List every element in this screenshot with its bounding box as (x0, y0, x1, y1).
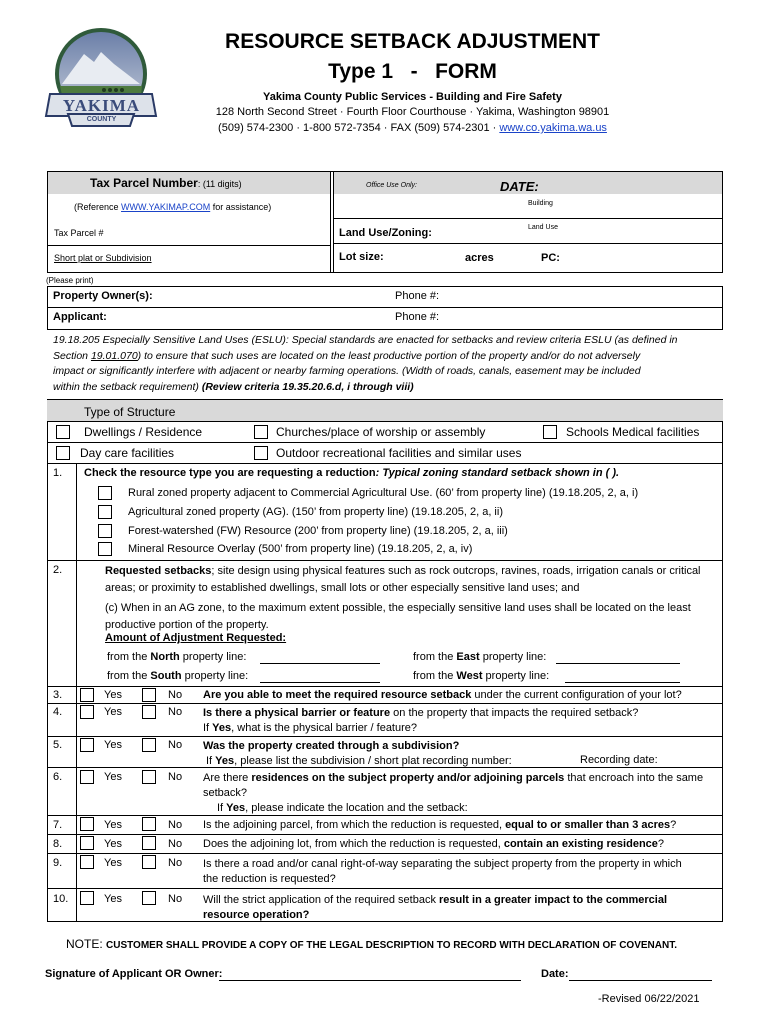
q2-text (105, 563, 721, 634)
q1-text (84, 467, 619, 479)
note-text: CUSTOMER SHALL PROVIDE A COPY OF THE LEGAL DESCRIPTION TO RECORD WITH DECLARATION OF COVENANT. (106, 940, 677, 951)
structure-title: Type of Structure (84, 405, 176, 419)
q8-yes-checkbox[interactable] (80, 836, 94, 850)
eslu-section-link[interactable]: 19.01.070 (90, 349, 138, 362)
dwellings-label: Dwellings / Residence (84, 425, 203, 439)
grid-line-q10 (47, 888, 723, 889)
acres-label: acres (465, 252, 494, 264)
q6-number: 6. (53, 771, 63, 783)
daycare-label: Day care facilities (80, 446, 175, 460)
q7-no-label: No (168, 819, 183, 831)
q9-no-label: No (168, 857, 183, 869)
grid-line-q4 (47, 703, 723, 704)
q6-text-c: that encroach into the same (564, 772, 704, 784)
south-input[interactable] (260, 682, 380, 683)
q1-option-1-checkbox[interactable] (98, 486, 112, 500)
q8-text-a: Does the adjoining lot, from which the reduction is requested, (203, 838, 504, 850)
parcel-reference (74, 202, 271, 212)
east-input[interactable] (556, 663, 680, 664)
q10-yes-checkbox[interactable] (80, 891, 94, 905)
q3-text (203, 689, 682, 701)
q2-number: 2. (53, 564, 63, 576)
ref-suffix: for assistance) (210, 202, 272, 212)
north-word: North (150, 651, 180, 663)
applicant-label: Applicant: (53, 311, 107, 323)
west-word: West (456, 670, 483, 682)
west-from: from the (413, 670, 457, 682)
eslu-line-1: 19.18.205 Especially Sensitive Land Uses (ESLU): Special standards are enacted for setbacks and review criteria ESLU (as defined in (53, 334, 678, 346)
eslu-line-3: impact or significantly interfere with adjacent or nearby farming operations. (Width of roads, canals, easement may be included (53, 365, 641, 377)
q1-option-4-checkbox[interactable] (98, 542, 112, 556)
q1-option-4: Mineral Resource Overlay (500’ from property line) (19.18.205, 2, a, iv) (128, 543, 473, 555)
q4-no-checkbox[interactable] (142, 705, 156, 719)
q4-yes-word: Yes (212, 722, 232, 734)
q2-line-4: productive portion of the property. (105, 619, 269, 631)
q6-yes-checkbox[interactable] (80, 770, 94, 784)
office-line-2 (334, 243, 722, 244)
q9-line-2: the reduction is requested? (203, 873, 336, 885)
q9-line-1: Is there a road and/or canal right-of-way separating the subject property from the property in which (203, 858, 682, 870)
q4-rest: , what is the physical barrier / feature? (231, 722, 418, 734)
q6-line-3 (203, 801, 721, 816)
q10-line-1 (203, 893, 721, 908)
q4-yes-checkbox[interactable] (80, 705, 94, 719)
note-label: NOTE: (66, 937, 107, 951)
east-from: from the (413, 651, 457, 663)
q1-text-b: : Typical zoning standard setback shown in ( ). (375, 467, 620, 479)
form-title: RESOURCE SETBACK ADJUSTMENT (225, 30, 600, 53)
eslu-paragraph (53, 333, 723, 395)
q5-yes-word: Yes (215, 755, 235, 767)
owner-divider (47, 307, 723, 308)
tax-parcel-line[interactable] (48, 245, 330, 246)
q5-yes-label: Yes (104, 739, 122, 751)
eslu-line-4 (53, 380, 723, 396)
signature-date-label: Date: (541, 968, 569, 980)
q8-no-label: No (168, 838, 183, 850)
q8-text-b: contain an existing residence (503, 838, 658, 850)
q4-yes-label: Yes (104, 706, 122, 718)
q8-no-checkbox[interactable] (142, 836, 156, 850)
address: 128 North Second Street · Fourth Floor Courthouse · Yakima, Washington 98901 (215, 106, 610, 118)
q8-text-c: ? (657, 838, 665, 850)
building-label: Building (528, 200, 553, 207)
note (66, 937, 677, 951)
office-line-1 (334, 218, 722, 219)
tax-parcel-digits: : (11 digits) (197, 179, 242, 189)
q10-text-a: Will the strict application of the required setback (203, 894, 440, 906)
logo-sub: COUNTY (86, 116, 117, 123)
q9-yes-checkbox[interactable] (80, 855, 94, 869)
phone-text: (509) 574-2300 · 1-800 572-7354 · FAX (509) 574-2301 · (218, 122, 500, 134)
west-rest: property line: (482, 670, 550, 682)
schools-label: Schools Medical facilities (566, 425, 700, 439)
eslu-line-2 (53, 349, 723, 365)
q5-no-label: No (168, 739, 183, 751)
q3-no-checkbox[interactable] (142, 688, 156, 702)
churches-label: Churches/place of worship or assembly (276, 425, 486, 439)
date-label: DATE: (500, 179, 539, 194)
q7-text-c: ? (670, 819, 677, 831)
logo-name: YAKIMA (62, 96, 141, 115)
q1-option-2: Agricultural zoned property (AG). (150’ from property line) (19.18.205, 2, a, ii) (128, 506, 503, 518)
q6-no-checkbox[interactable] (142, 770, 156, 784)
q2-requested: Requested setbacks (105, 565, 212, 577)
q4-no-label: No (168, 706, 183, 718)
q4-text-b: on the property that impacts the required setback? (390, 707, 639, 719)
q3-text-b: under the current configuration of your lot? (471, 689, 682, 701)
q9-text (203, 857, 721, 887)
q9-yes-label: Yes (104, 857, 122, 869)
q6-line-2: setback? (203, 787, 248, 799)
q6-line-1 (203, 771, 721, 786)
lot-size-label: Lot size: (339, 251, 384, 263)
east-rest: property line: (479, 651, 547, 663)
q6-text-a: Are there (203, 772, 252, 784)
q4-number: 4. (53, 706, 63, 718)
eslu-section: Section (53, 349, 91, 362)
q3-no-label: No (168, 689, 183, 701)
q4-line-1 (203, 706, 638, 721)
north-rest: property line: (179, 651, 247, 663)
tax-parcel-field-label: Tax Parcel # (54, 228, 104, 238)
amount-label: Amount of Adjustment Requested: (105, 632, 287, 644)
q9-no-checkbox[interactable] (142, 855, 156, 869)
grid-line-q8 (47, 834, 723, 835)
east-word: East (456, 651, 480, 663)
office-use-label: Office Use Only: (366, 182, 417, 189)
q6-yes-word: Yes (226, 802, 246, 814)
q5-rest: , please list the subdivision / short plat recording number: (234, 755, 512, 767)
parcel-divider (330, 172, 334, 272)
owner-label: Property Owner(s): (53, 290, 153, 302)
yakimap-link[interactable]: WWW.YAKIMAP.COM (121, 202, 211, 212)
q10-no-label: No (168, 893, 183, 905)
south-from: from the (107, 670, 151, 682)
q1-option-1: Rural zoned property adjacent to Commercial Agricultural Use. (60’ from property line) (19.18.205, 2, a, i) (128, 487, 639, 499)
q6-if: If (217, 802, 227, 814)
q1-option-2-checkbox[interactable] (98, 505, 112, 519)
q5-number: 5. (53, 739, 63, 751)
please-print: (Please print) (46, 276, 94, 285)
eslu-line-2-rest: ) to ensure that such uses are located on the least productive portion of the property and/or do not adversely (137, 349, 641, 362)
tax-parcel-label: Tax Parcel Number (90, 176, 198, 190)
q2-line-2: areas; or proximity to established dwellings, small lots or other especially sensitive land uses; and (105, 582, 580, 594)
q8-yes-label: Yes (104, 838, 122, 850)
q10-line-2: resource operation? (203, 909, 310, 921)
west-input[interactable] (565, 682, 680, 683)
owner-phone-label: Phone #: (395, 290, 440, 302)
q1-text-a: Check the resource type you are requesting a reduction (84, 467, 376, 479)
south-label (107, 670, 248, 682)
applicant-phone-label: Phone #: (395, 311, 440, 323)
q8-text (203, 838, 664, 850)
north-label (107, 651, 246, 663)
q4-if: If (203, 722, 213, 734)
ref-prefix: (Reference (74, 202, 122, 212)
grid-line-q5 (47, 736, 723, 737)
q7-text-a: Is the adjoining parcel, from which the reduction is requested, (203, 819, 506, 831)
land-use-zoning-label: Land Use/Zoning: (339, 227, 432, 239)
q9-number: 9. (53, 857, 63, 869)
south-rest: property line: (181, 670, 249, 682)
q7-yes-label: Yes (104, 819, 122, 831)
q5-line-2 (203, 754, 512, 769)
structure-top-line (47, 399, 723, 400)
q8-number: 8. (53, 838, 63, 850)
q10-text (203, 893, 721, 923)
q7-yes-checkbox[interactable] (80, 817, 94, 831)
yakima-county-logo (44, 24, 159, 130)
q3-text-a: Are you able to meet the required resource setback (203, 689, 472, 701)
q2-line-3: (c) When in an AG zone, to the maximum extent possible, the especially sensitive land uses shall be located on the least (105, 602, 691, 614)
west-label (413, 670, 549, 682)
grid-line-c (47, 463, 723, 464)
q4-text (203, 706, 638, 736)
north-input[interactable] (260, 663, 380, 664)
q5-yes-checkbox[interactable] (80, 738, 94, 752)
signature-date-line[interactable] (569, 980, 712, 981)
q6-rest: , please indicate the location and the setback: (245, 802, 468, 814)
q6-text (203, 771, 721, 816)
q1-option-3: Forest-watershed (FW) Resource (200’ from property line) (19.18.205, 2, a, iii) (128, 525, 508, 537)
grid-line-q3 (47, 686, 723, 687)
revised-date: -Revised 06/22/2021 (598, 993, 700, 1005)
q5-line-1: Was the property created through a subdivision? (203, 740, 460, 752)
q7-text-b: equal to or smaller than 3 acres (505, 819, 671, 831)
q5-if: If (206, 755, 216, 767)
q5-text (203, 739, 512, 769)
q4-text-a: Is there a physical barrier or feature (203, 707, 391, 719)
grid-line-q9 (47, 853, 723, 854)
q7-text (203, 819, 676, 831)
q6-text-b: residences on the subject property and/or adjoining parcels (251, 772, 565, 784)
q1-option-3-checkbox[interactable] (98, 524, 112, 538)
form-subtitle: Type 1 - FORM (328, 60, 497, 83)
q2-line-1-rest: ; site design using physical features such as rock outcrops, ravines, roads, irrigation canals or critical (211, 565, 701, 577)
q4-line-2 (203, 721, 638, 736)
q5-no-checkbox[interactable] (142, 738, 156, 752)
grid-line-a (47, 421, 723, 422)
short-plat-label: Short plat or Subdivision (54, 253, 152, 263)
eslu-line-4a: within the setback requirement) (53, 380, 202, 393)
east-label (413, 651, 546, 663)
north-from: from the (107, 651, 151, 663)
outdoor-label: Outdoor recreational facilities and similar uses (276, 446, 522, 460)
land-use-small-label: Land Use (528, 224, 558, 231)
department: Yakima County Public Services - Building and Fire Safety (263, 91, 562, 103)
q10-yes-label: Yes (104, 893, 122, 905)
q3-number: 3. (53, 689, 63, 701)
grid-line-b (47, 442, 723, 443)
q5-recording-date: Recording date: (580, 754, 658, 766)
signature-label: Signature of Applicant OR Owner: (45, 968, 223, 980)
south-word: South (150, 670, 182, 682)
signature-line[interactable] (219, 980, 521, 981)
q10-no-checkbox[interactable] (142, 891, 156, 905)
tax-parcel-title (90, 176, 242, 190)
q6-no-label: No (168, 771, 183, 783)
q7-number: 7. (53, 819, 63, 831)
pc-label: PC: (541, 252, 560, 264)
q10-number: 10. (53, 893, 69, 905)
eslu-criteria: (Review criteria 19.35.20.6.d, i through viii) (201, 380, 414, 393)
website-link[interactable]: www.co.yakima.wa.us (499, 122, 607, 134)
q1-number: 1. (53, 467, 63, 479)
q6-yes-label: Yes (104, 771, 122, 783)
q10-text-b: result in a greater impact to the commercial (439, 894, 668, 906)
q3-yes-label: Yes (104, 689, 122, 701)
q7-no-checkbox[interactable] (142, 817, 156, 831)
q2-line-1 (105, 563, 721, 580)
q3-yes-checkbox[interactable] (80, 688, 94, 702)
grid-line-q2 (47, 560, 723, 561)
phone-line (160, 122, 665, 134)
